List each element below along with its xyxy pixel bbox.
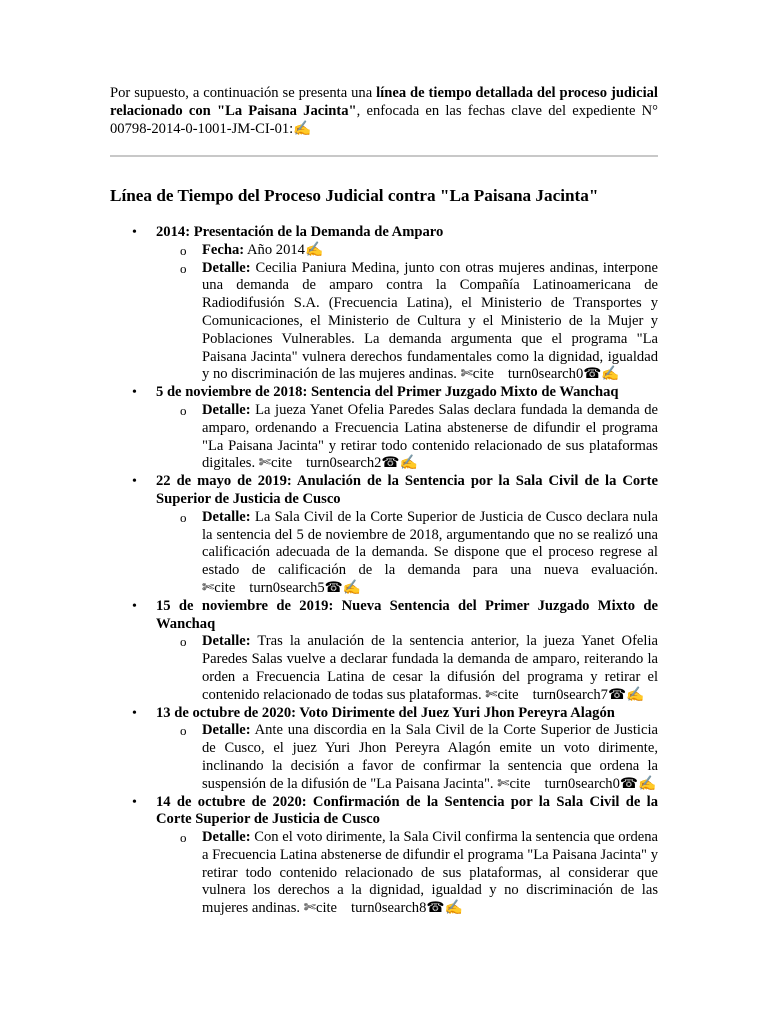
citation-ref: turn0search0☎✍ — [507, 366, 620, 383]
sub-bullet-icon: o — [180, 260, 187, 276]
intro-text-2: , enfocada en las fechas clave del expediente N° 00798-2014-0-1001-JM-CI-01: — [110, 103, 658, 137]
event-detalle — [156, 633, 658, 704]
bullet-icon: • — [132, 794, 137, 810]
sub-bullet-icon: o — [180, 509, 187, 525]
citation — [461, 366, 620, 382]
citation — [497, 776, 656, 792]
citation-ref: turn0search5☎✍ — [249, 579, 362, 596]
intro-text-1: Por supuesto, a continuación se presenta una — [110, 85, 377, 101]
detalle-text: Con el voto dirimente, la Sala Civil confirma la sentencia que ordena a Frecuencia Latina abstenerse de difundir el programa "La Paisana Jacinta" y retirar todo contenido relacionado de sus plataformas, al considerar que vulnera los derechos a la dignidad, igualdad y no discriminación de las mujeres andinas. — [202, 829, 658, 917]
document-page — [110, 84, 658, 918]
detalle-text: Ante una discordia en la Sala Civil de la Corte Superior de Justicia de Cusco, el juez Yuri Jhon Pereyra Alagón emite un voto dirimente, inclinando la decisión a favor de confirmar la sentencia que ordena la suspensión de la difusión de "La Paisana Jacinta". — [202, 722, 658, 792]
horizontal-divider — [110, 155, 658, 157]
bullet-icon: • — [132, 705, 137, 721]
detalle-label: Detalle: — [202, 722, 251, 739]
citation — [202, 580, 361, 596]
citation-ref: turn0search2☎✍ — [306, 455, 418, 472]
event-details — [156, 402, 658, 473]
event-title: 13 de octubre de 2020: Voto Dirimente del Juez Yuri Jhon Pereyra Alagón — [156, 704, 615, 721]
scissors-cite-icon: ✄cite — [497, 775, 531, 792]
event-title: 5 de noviembre de 2018: Sentencia del Primer Juzgado Mixto de Wanchaq — [156, 384, 619, 401]
bullet-icon: • — [132, 385, 137, 401]
event-details — [156, 633, 658, 704]
citation — [485, 687, 644, 703]
citation — [304, 900, 463, 916]
scissors-cite-icon: ✄cite — [460, 366, 494, 383]
sub-bullet-icon: o — [180, 242, 187, 258]
timeline-event — [110, 473, 658, 598]
event-details — [156, 509, 658, 598]
sub-bullet-icon: o — [180, 723, 187, 739]
event-detalle — [156, 509, 658, 598]
event-detalle — [156, 722, 658, 793]
event-title: 2014: Presentación de la Demanda de Amparo — [156, 224, 444, 240]
event-fecha — [156, 242, 658, 260]
detalle-label: Detalle: — [202, 259, 251, 276]
event-title: 15 de noviembre de 2019: Nueva Sentencia del Primer Juzgado Mixto de Wanchaq — [156, 597, 658, 632]
timeline-event — [110, 224, 658, 384]
event-details — [156, 242, 658, 384]
citation-ref: turn0search0☎✍ — [544, 775, 657, 792]
event-title: 14 de octubre de 2020: Confirmación de la Sentencia por la Sala Civil de la Corte Superior de Justicia de Cusco — [156, 793, 658, 828]
citation-ref: turn0search8☎✍ — [351, 900, 463, 917]
timeline-event — [110, 794, 658, 919]
detalle-text: La Sala Civil de la Corte Superior de Justicia de Cusco declara nula la sentencia del 5 de noviembre de 2018, argumentando que no se realizó una calificación adecuada de la demanda. Se dispone que el proceso regrese al estado de calificación de la demanda para una nueva evaluación. — [202, 508, 658, 579]
event-detalle — [156, 829, 658, 918]
fecha-value: Año 2014✍ — [244, 241, 324, 258]
detalle-label: Detalle: — [202, 401, 251, 418]
citation-ref: turn0search7☎✍ — [532, 686, 645, 703]
bullet-icon: • — [132, 225, 137, 240]
event-title: 22 de mayo de 2019: Anulación de la Sentencia por la Sala Civil de la Corte Superior de Justicia de Cusco — [156, 473, 658, 507]
timeline-event — [110, 705, 658, 794]
scissors-cite-icon: ✄cite — [202, 579, 236, 596]
event-detalle — [156, 402, 658, 473]
timeline-list — [110, 224, 658, 918]
detalle-text: Cecilia Paniura Medina, junto con otras mujeres andinas, interpone una demanda de amparo contra la Compañía Latinoamericana de Radiodifusión S.A. (Frecuencia Latina), el Ministerio de Transportes y Comunicaciones, el Ministerio de Cultura y el Ministerio de la Mujer y Poblaciones Vulnerables. La demanda argumenta que el programa "La Paisana Jacinta" vulnera derechos fundamentales como la dignidad, igualdad y no discriminación de las mujeres andinas. — [202, 259, 658, 383]
scissors-cite-icon: ✄cite — [485, 686, 519, 703]
event-detalle — [156, 260, 658, 385]
sub-bullet-icon: o — [180, 634, 187, 650]
intro-paragraph — [110, 84, 658, 138]
citation — [259, 455, 418, 471]
bullet-icon: • — [132, 598, 137, 614]
scissors-cite-icon: ✄cite — [258, 455, 293, 472]
event-details — [156, 829, 658, 918]
writing-hand-icon: ✍ — [293, 121, 312, 137]
detalle-label: Detalle: — [202, 633, 251, 650]
timeline-heading: Línea de Tiempo del Proceso Judicial contra "La Paisana Jacinta" — [110, 186, 599, 205]
detalle-label: Detalle: — [202, 508, 251, 525]
fecha-label: Fecha: — [202, 241, 245, 258]
timeline-event — [110, 384, 658, 473]
bullet-icon: • — [132, 474, 137, 490]
detalle-text: La jueza Yanet Ofelia Paredes Salas declara fundada la demanda de amparo, ordenando a Frecuencia Latina abstenerse de difundir el programa "La Paisana Jacinta" y retirar todo contenido relacionado de sus plataformas digitales. — [202, 401, 658, 472]
timeline-event — [110, 598, 658, 705]
detalle-text: Tras la anulación de la sentencia anterior, la jueza Yanet Ofelia Paredes Salas vuelve a declarar fundada la demanda de amparo, reiterando la orden a Frecuencia Latina de cesar la difusión del programa y retirar el contenido relacionado de todas sus plataformas. — [202, 633, 658, 703]
sub-bullet-icon: o — [180, 830, 187, 846]
intro-bold-text: línea de tiempo detallada del proceso judicial relacionado con "La Paisana Jacinta" — [110, 85, 658, 119]
sub-bullet-icon: o — [180, 402, 187, 418]
detalle-label: Detalle: — [202, 829, 251, 846]
scissors-cite-icon: ✄cite — [303, 900, 338, 917]
event-details — [156, 722, 658, 793]
